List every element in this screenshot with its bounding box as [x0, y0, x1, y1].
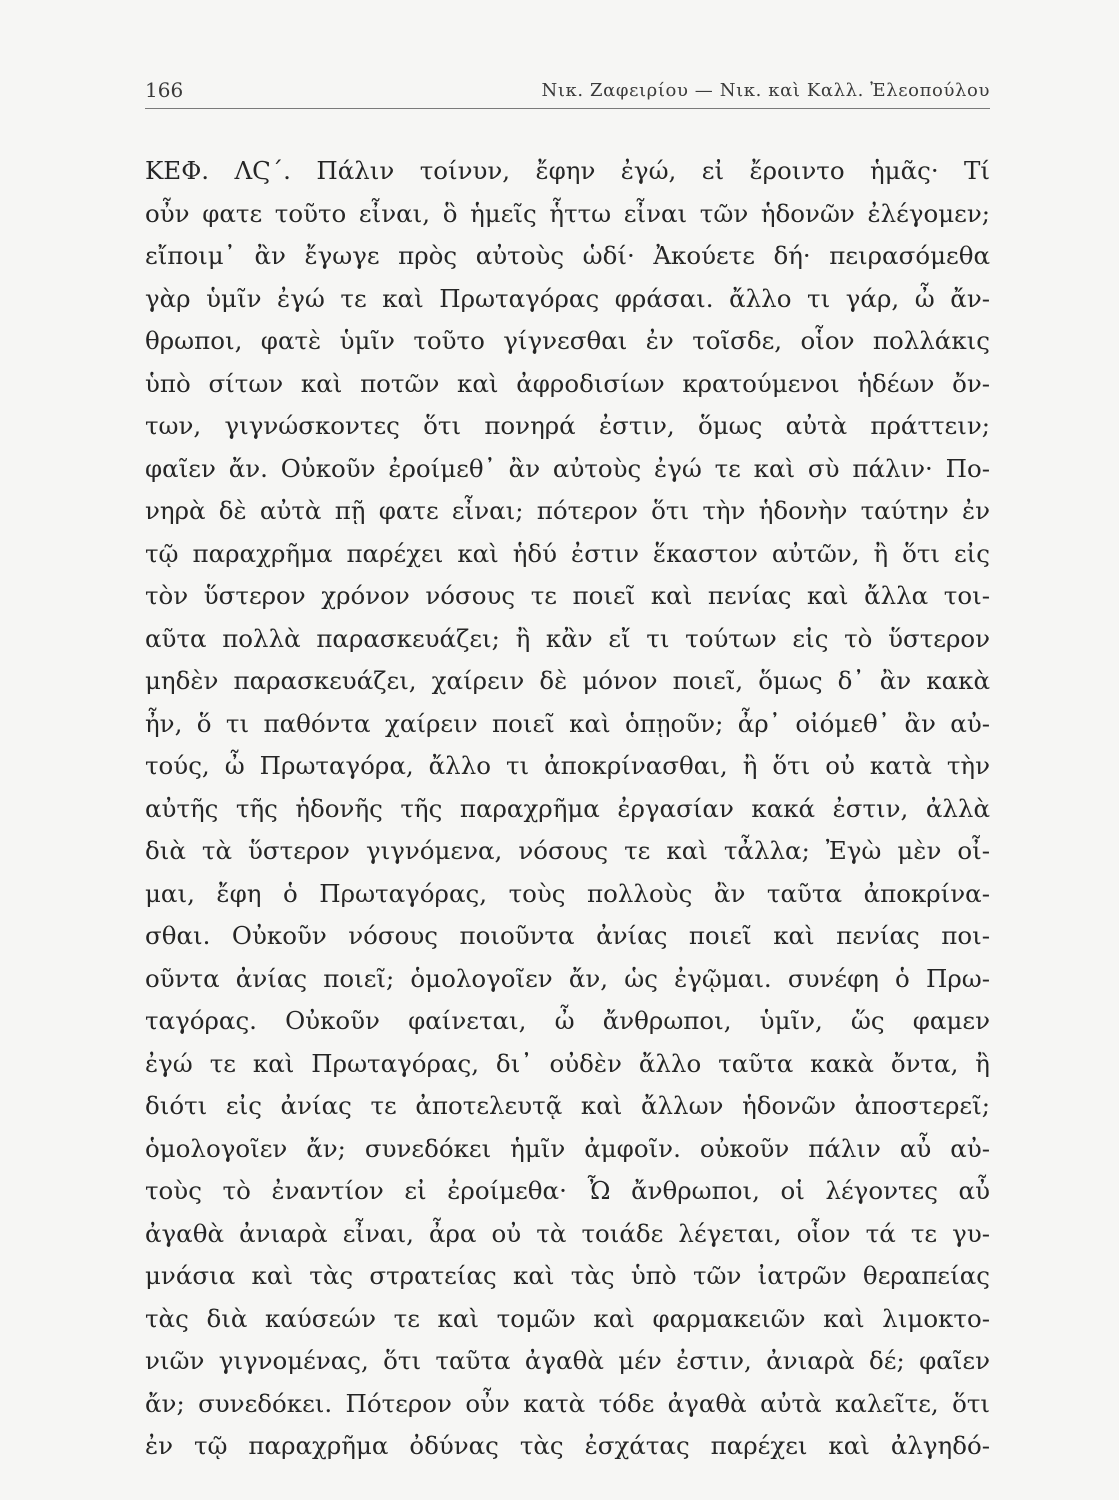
page-header	[145, 78, 990, 109]
text-line: οῦντα ἀνίας ποιεῖ; ὁμολογοῖεν ἄν, ὡς ἐγῷμαι. συνέφη ὁ Πρω-	[145, 963, 990, 993]
text-line: αὐτῆς τῆς ἡδονῆς τῆς παραχρῆμα ἐργασίαν κακά ἐστιν, ἀλλὰ	[145, 793, 990, 823]
text-line: τὸν ὕστερον χρόνον νόσους τε ποιεῖ καὶ πενίας καὶ ἄλλα τοι-	[145, 581, 990, 610]
text-line: των, γιγνώσκοντες ὅτι πονηρά ἐστιν, ὅμως αὐτὰ πράττειν;	[145, 411, 990, 440]
text-line: σθαι. Οὐκοῦν νόσους ποιοῦντα ἀνίας ποιεῖ καὶ πενίας ποι-	[145, 921, 990, 950]
text-line: ἀγαθὰ ἀνιαρὰ εἶναι, ἆρα οὐ τὰ τοιάδε λέγεται, οἷον τά τε γυ-	[145, 1218, 990, 1248]
running-head: Νικ. Ζαφειρίου — Νικ. καὶ Καλλ. Ἐλεοπούλου	[541, 80, 990, 101]
text-line: θρωποι, φατὲ ὑμῖν τοῦτο γίγνεσθαι ἐν τοῖσδε, οἷον πολλάκις	[145, 326, 990, 355]
text-line: ἐγώ τε καὶ Πρωταγόρας, δι᾽ οὐδὲν ἄλλο ταῦτα κακὰ ὄντα, ἢ	[145, 1048, 990, 1078]
text-line: τούς, ὦ Πρωταγόρα, ἄλλο τι ἀποκρίνασθαι, ἢ ὅτι οὐ κατὰ τὴν	[145, 751, 990, 780]
page-number: 166	[145, 78, 184, 102]
text-line: γὰρ ὑμῖν ἐγώ τε καὶ Πρωταγόρας φράσαι. ἄλλο τι γάρ, ὦ ἄν-	[145, 283, 990, 313]
text-line: ἐν τῷ παραχρῆμα ὀδύνας τὰς ἐσχάτας παρέχει καὶ ἀλγηδό-	[145, 1431, 990, 1460]
text-line: ΚΕΦ. ΛϚ΄. Πάλιν τοίνυν, ἔφην ἐγώ, εἰ ἔροιντο ἡμᾶς· Τί	[145, 156, 990, 185]
text-line: φαῖεν ἄν. Οὐκοῦν ἐροίμεθ᾽ ἂν αὐτοὺς ἐγώ τε καὶ σὺ πάλιν· Πο-	[145, 453, 990, 483]
text-line: ἄν; συνεδόκει. Πότερον οὖν κατὰ τόδε ἀγαθὰ αὐτὰ καλεῖτε, ὅτι	[145, 1388, 990, 1418]
text-line: ὑπὸ σίτων καὶ ποτῶν καὶ ἀφροδισίων κρατούμενοι ἡδέων ὄν-	[145, 368, 990, 398]
text-line: μηδὲν παρασκευάζει, χαίρειν δὲ μόνον ποιεῖ, ὅμως δ᾽ ἂν κακὰ	[145, 666, 990, 695]
text-line: οὖν φατε τοῦτο εἶναι, ὃ ἡμεῖς ἧττω εἶναι τῶν ἡδονῶν ἐλέγομεν;	[145, 198, 990, 228]
text-line: μαι, ἔφη ὁ Πρωταγόρας, τοὺς πολλοὺς ἂν ταῦτα ἀποκρίνα-	[145, 878, 990, 908]
text-line: ἦν, ὅ τι παθόντα χαίρειν ποιεῖ καὶ ὁπῃοῦν; ἆρ᾽ οἰόμεθ᾽ ἂν αὐ-	[145, 708, 990, 738]
text-line: νηρὰ δὲ αὐτὰ πῇ φατε εἶναι; πότερον ὅτι τὴν ἡδονὴν ταύτην ἐν	[145, 496, 990, 525]
body-text	[145, 150, 990, 1468]
text-line: διὰ τὰ ὕστερον γιγνόμενα, νόσους τε καὶ τἆλλα; Ἐγὼ μὲν οἶ-	[145, 836, 990, 865]
text-line: τὰς διὰ καύσεών τε καὶ τομῶν καὶ φαρμακειῶν καὶ λιμοκτο-	[145, 1303, 990, 1333]
text-line: αῦτα πολλὰ παρασκευάζει; ἢ κἂν εἴ τι τούτων εἰς τὸ ὕστερον	[145, 623, 990, 653]
text-line: τοὺς τὸ ἐναντίον εἰ ἐροίμεθα· Ὦ ἄνθρωποι, οἱ λέγοντες αὖ	[145, 1176, 990, 1205]
text-line: εἴποιμ᾽ ἂν ἔγωγε πρὸς αὐτοὺς ὡδί· Ἀκούετε δή· πειρασόμεθα	[145, 241, 990, 270]
text-line: τῷ παραχρῆμα παρέχει καὶ ἡδύ ἐστιν ἕκαστον αὐτῶν, ἢ ὅτι εἰς	[145, 538, 990, 568]
text-line: μνάσια καὶ τὰς στρατείας καὶ τὰς ὑπὸ τῶν ἰατρῶν θεραπείας	[145, 1261, 990, 1290]
text-line: ταγόρας. Οὐκοῦν φαίνεται, ὦ ἄνθρωποι, ὑμῖν, ὥς φαμεν	[145, 1006, 990, 1035]
text-line: ὁμολογοῖεν ἄν; συνεδόκει ἡμῖν ἀμφοῖν. οὐκοῦν πάλιν αὖ αὐ-	[145, 1133, 990, 1163]
text-line: νιῶν γιγνομένας, ὅτι ταῦτα ἀγαθὰ μέν ἐστιν, ἀνιαρὰ δέ; φαῖεν	[145, 1346, 990, 1375]
text-line: διότι εἰς ἀνίας τε ἀποτελευτᾷ καὶ ἄλλων ἡδονῶν ἀποστερεῖ;	[145, 1091, 990, 1120]
